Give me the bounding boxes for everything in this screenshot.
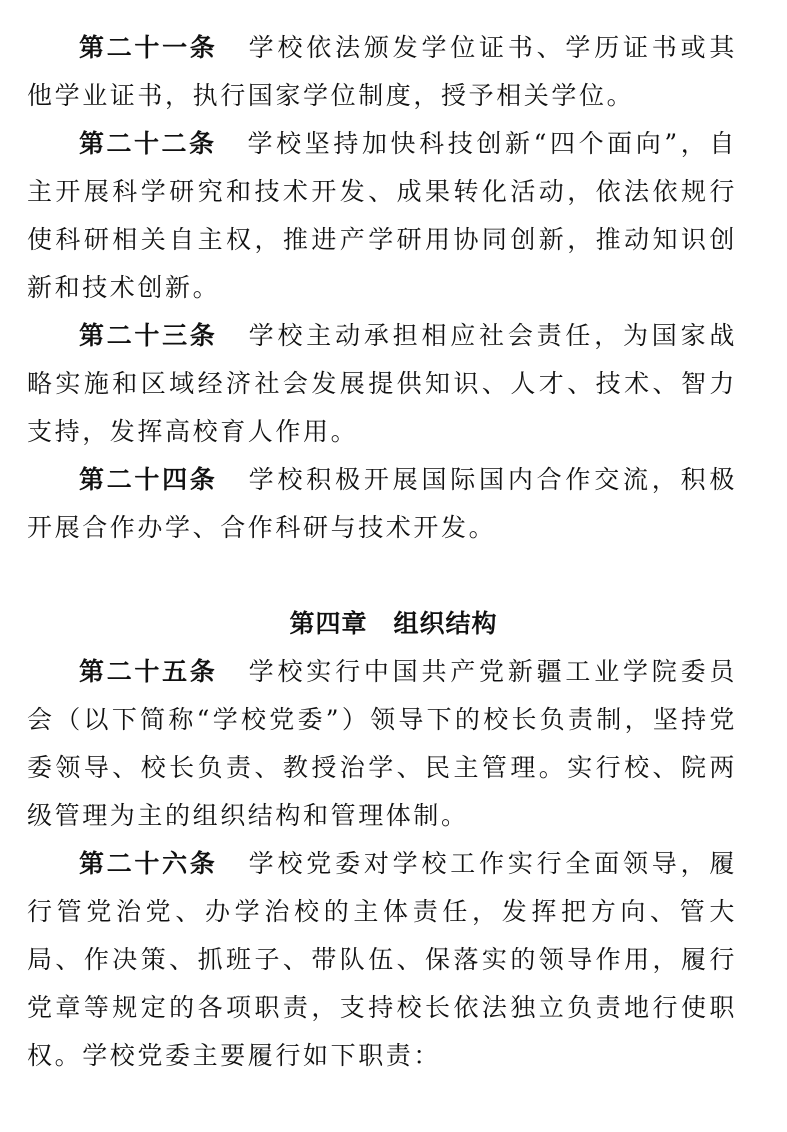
article-25 <box>27 648 737 840</box>
article-23-text: 学校主动承担相应社会责任，为国家战略实施和区域经济社会发展提供知识、人才、技术、智力支持，发挥高校育人作用。 <box>27 321 737 446</box>
article-24-heading: 第二十四条 <box>79 465 218 494</box>
chapter-title: 组织结构 <box>393 609 498 638</box>
article-21 <box>27 24 737 120</box>
article-21-heading: 第二十一条 <box>79 33 218 62</box>
article-23-heading: 第二十三条 <box>79 321 218 350</box>
article-24 <box>27 456 737 552</box>
article-26-text: 学校党委对学校工作实行全面领导，履行管党治党、办学治校的主体责任，发挥把方向、管大局、作决策、抓班子、带队伍、保落实的领导作用，履行党章等规定的各项职责，支持校长依法独立负责地行使职权。学校党委主要履行如下职责： <box>27 849 737 1070</box>
article-21-text: 学校依法颁发学位证书、学历证书或其他学业证书，执行国家学位制度，授予相关学位。 <box>27 33 737 110</box>
article-25-heading: 第二十五条 <box>79 657 218 686</box>
article-22 <box>27 120 737 312</box>
article-22-text: 学校坚持加快科技创新“四个面向”，自主开展科学研究和技术开发、成果转化活动，依法依规行使科研相关自主权，推进产学研用协同创新，推动知识创新和技术创新。 <box>27 129 737 302</box>
chapter-heading <box>0 600 787 648</box>
article-24-text: 学校积极开展国际国内合作交流，积极开展合作办学、合作科研与技术开发。 <box>27 465 737 542</box>
article-26 <box>27 840 737 1080</box>
article-22-heading: 第二十二条 <box>79 129 217 158</box>
article-25-text: 学校实行中国共产党新疆工业学院委员会（以下简称“学校党委”）领导下的校长负责制，坚持党委领导、校长负责、教授治学、民主管理。实行校、院两级管理为主的组织结构和管理体制。 <box>27 657 737 830</box>
article-23 <box>27 312 737 456</box>
article-26-heading: 第二十六条 <box>79 849 218 878</box>
chapter-number: 第四章 <box>289 609 368 638</box>
